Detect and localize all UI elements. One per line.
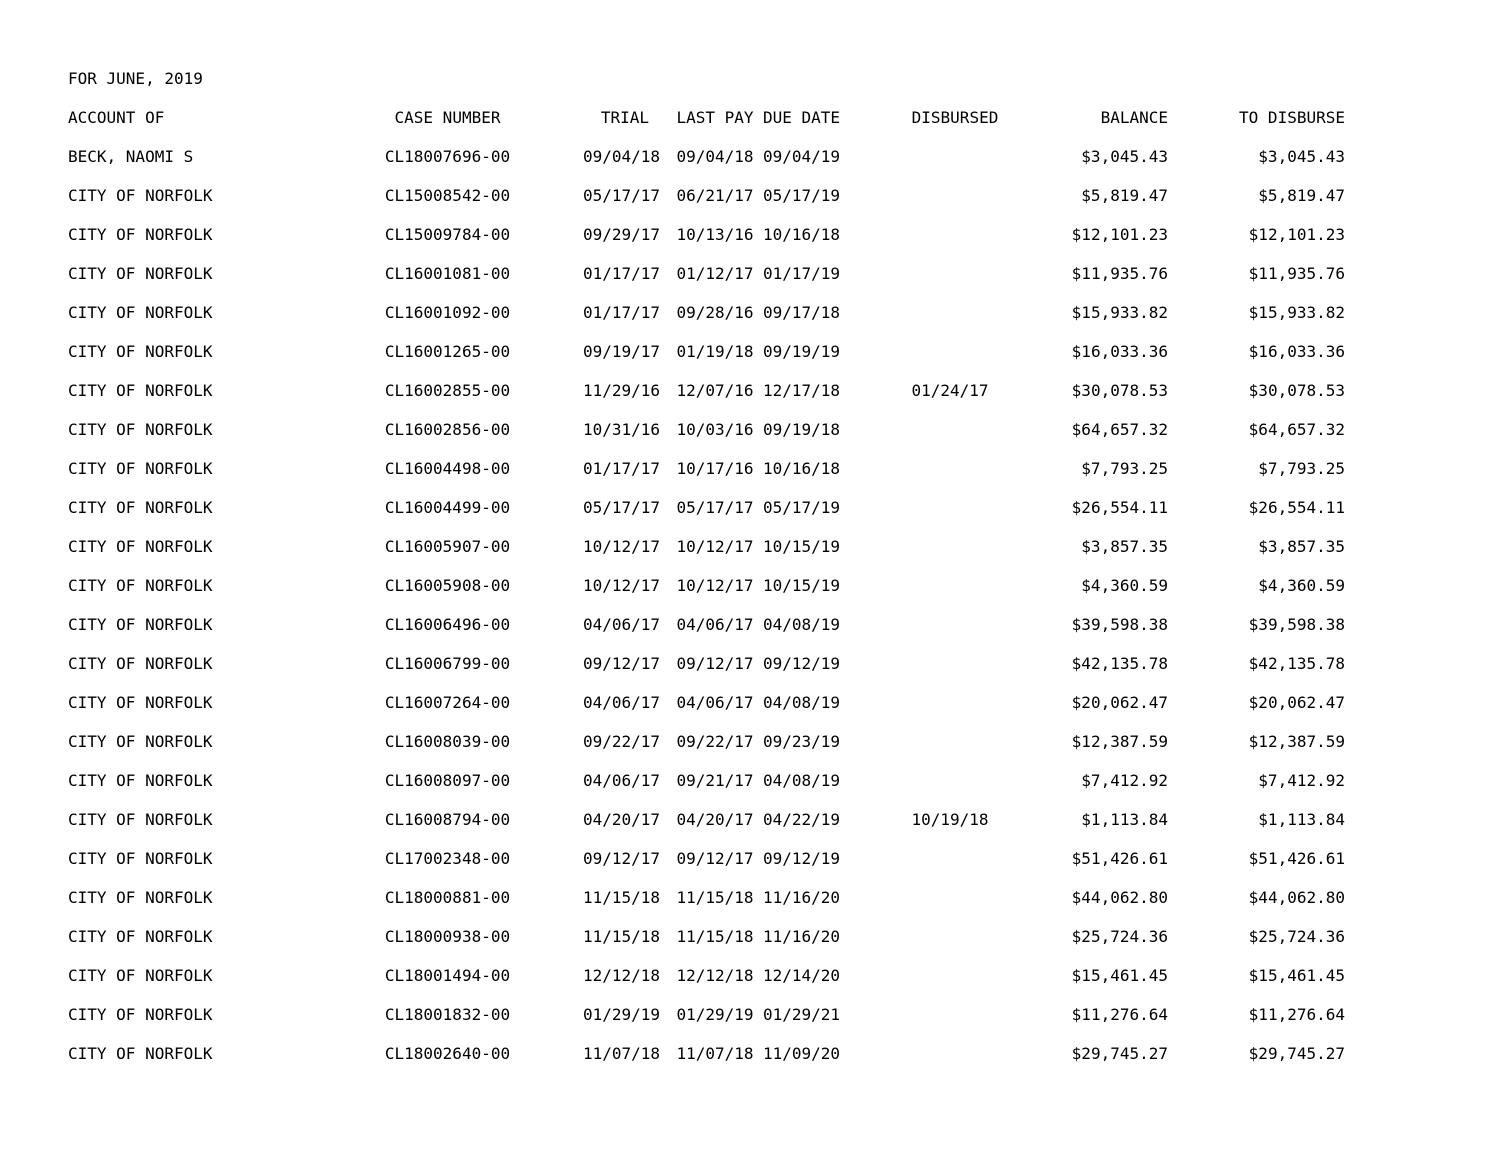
cell-due-date: 10/16/18 — [763, 225, 841, 244]
cell-to-disburse: $12,387.59 — [1248, 732, 1345, 751]
cell-case-number: CL16008039-00 — [384, 732, 511, 751]
cell-due-date: 12/17/18 — [763, 381, 841, 400]
cell-last-pay-date: 12/07/16 — [676, 381, 754, 400]
cell-case-number: CL18001494-00 — [384, 966, 511, 985]
cell-case-number: CL18007696-00 — [384, 147, 511, 166]
cell-last-pay-date: 09/22/17 — [676, 732, 754, 751]
cell-balance: $51,426.61 — [1071, 849, 1168, 868]
cell-to-disburse: $3,045.43 — [1258, 147, 1345, 166]
table-row — [0, 1043, 1496, 1065]
cell-account-of: CITY OF NORFOLK — [68, 225, 213, 244]
cell-last-pay-date: 11/15/18 — [676, 927, 754, 946]
cell-trial-date: 11/15/18 — [582, 888, 660, 907]
cell-to-disburse: $11,276.64 — [1248, 1005, 1345, 1024]
cell-trial-date: 04/06/17 — [582, 615, 660, 634]
table-row — [0, 926, 1496, 948]
cell-trial-date: 09/04/18 — [582, 147, 660, 166]
cell-last-pay-date: 01/12/17 — [676, 264, 754, 283]
cell-balance: $7,412.92 — [1081, 771, 1168, 790]
cell-balance: $16,033.36 — [1071, 342, 1168, 361]
cell-case-number: CL18000881-00 — [384, 888, 511, 907]
cell-balance: $1,113.84 — [1081, 810, 1168, 829]
cell-trial-date: 09/29/17 — [582, 225, 660, 244]
cell-to-disburse: $15,933.82 — [1248, 303, 1345, 322]
table-row — [0, 302, 1496, 324]
cell-trial-date: 04/06/17 — [582, 771, 660, 790]
cell-account-of: CITY OF NORFOLK — [68, 186, 213, 205]
cell-last-pay-date: 06/21/17 — [676, 186, 754, 205]
cell-due-date: 04/08/19 — [763, 615, 841, 634]
cell-balance: $4,360.59 — [1081, 576, 1168, 595]
cell-to-disburse: $30,078.53 — [1248, 381, 1345, 400]
cell-balance: $20,062.47 — [1071, 693, 1168, 712]
cell-last-pay-date: 09/12/17 — [676, 849, 754, 868]
cell-last-pay-date: 10/12/17 — [676, 576, 754, 595]
table-row — [0, 341, 1496, 363]
cell-to-disburse: $7,793.25 — [1258, 459, 1345, 478]
cell-due-date: 04/08/19 — [763, 771, 841, 790]
cell-account-of: CITY OF NORFOLK — [68, 1005, 213, 1024]
cell-case-number: CL16008097-00 — [384, 771, 511, 790]
cell-balance: $26,554.11 — [1071, 498, 1168, 517]
cell-to-disburse: $15,461.45 — [1248, 966, 1345, 985]
cell-last-pay-date: 12/12/18 — [676, 966, 754, 985]
cell-last-pay-date: 05/17/17 — [676, 498, 754, 517]
cell-to-disburse: $20,062.47 — [1248, 693, 1345, 712]
cell-last-pay-date: 04/06/17 — [676, 615, 754, 634]
cell-trial-date: 12/12/18 — [582, 966, 660, 985]
cell-balance: $44,062.80 — [1071, 888, 1168, 907]
cell-account-of: CITY OF NORFOLK — [68, 849, 213, 868]
cell-trial-date: 10/31/16 — [582, 420, 660, 439]
cell-due-date: 10/15/19 — [763, 576, 841, 595]
cell-account-of: CITY OF NORFOLK — [68, 771, 213, 790]
cell-balance: $15,933.82 — [1071, 303, 1168, 322]
cell-to-disburse: $25,724.36 — [1248, 927, 1345, 946]
cell-balance: $25,724.36 — [1071, 927, 1168, 946]
cell-account-of: CITY OF NORFOLK — [68, 615, 213, 634]
cell-to-disburse: $51,426.61 — [1248, 849, 1345, 868]
cell-account-of: CITY OF NORFOLK — [68, 303, 213, 322]
cell-account-of: CITY OF NORFOLK — [68, 693, 213, 712]
cell-account-of: CITY OF NORFOLK — [68, 654, 213, 673]
cell-case-number: CL16004499-00 — [384, 498, 511, 517]
cell-account-of: CITY OF NORFOLK — [68, 342, 213, 361]
header-account-of: ACCOUNT OF — [68, 108, 165, 127]
cell-last-pay-date: 10/03/16 — [676, 420, 754, 439]
cell-trial-date: 04/06/17 — [582, 693, 660, 712]
cell-to-disburse: $44,062.80 — [1248, 888, 1345, 907]
cell-account-of: CITY OF NORFOLK — [68, 888, 213, 907]
cell-last-pay-date: 09/12/17 — [676, 654, 754, 673]
cell-due-date: 11/16/20 — [763, 927, 841, 946]
cell-account-of: CITY OF NORFOLK — [68, 498, 213, 517]
cell-to-disburse: $39,598.38 — [1248, 615, 1345, 634]
cell-last-pay-date: 11/07/18 — [676, 1044, 754, 1063]
cell-trial-date: 10/12/17 — [582, 537, 660, 556]
cell-due-date: 10/16/18 — [763, 459, 841, 478]
table-row — [0, 614, 1496, 636]
cell-case-number: CL18000938-00 — [384, 927, 511, 946]
cell-trial-date: 04/20/17 — [582, 810, 660, 829]
cell-to-disburse: $11,935.76 — [1248, 264, 1345, 283]
table-row — [0, 497, 1496, 519]
cell-due-date: 04/22/19 — [763, 810, 841, 829]
header-disbursed: DISBURSED — [911, 108, 999, 127]
cell-due-date: 11/16/20 — [763, 888, 841, 907]
cell-account-of: CITY OF NORFOLK — [68, 420, 213, 439]
table-row — [0, 770, 1496, 792]
header-case-number: CASE NUMBER — [394, 108, 501, 127]
cell-balance: $3,045.43 — [1081, 147, 1168, 166]
cell-account-of: CITY OF NORFOLK — [68, 459, 213, 478]
cell-case-number: CL16001081-00 — [384, 264, 511, 283]
cell-account-of: CITY OF NORFOLK — [68, 576, 213, 595]
cell-balance: $29,745.27 — [1071, 1044, 1168, 1063]
cell-account-of: CITY OF NORFOLK — [68, 732, 213, 751]
cell-account-of: CITY OF NORFOLK — [68, 381, 213, 400]
cell-account-of: CITY OF NORFOLK — [68, 1044, 213, 1063]
cell-trial-date: 01/29/19 — [582, 1005, 660, 1024]
cell-to-disburse: $16,033.36 — [1248, 342, 1345, 361]
header-due-date: DUE DATE — [763, 108, 841, 127]
cell-case-number: CL16006496-00 — [384, 615, 511, 634]
cell-to-disburse: $7,412.92 — [1258, 771, 1345, 790]
cell-due-date: 05/17/19 — [763, 186, 841, 205]
cell-balance: $30,078.53 — [1071, 381, 1168, 400]
table-row — [0, 809, 1496, 831]
cell-to-disburse: $42,135.78 — [1248, 654, 1345, 673]
cell-case-number: CL16006799-00 — [384, 654, 511, 673]
table-row — [0, 224, 1496, 246]
cell-account-of: CITY OF NORFOLK — [68, 966, 213, 985]
cell-trial-date: 01/17/17 — [582, 459, 660, 478]
cell-trial-date: 10/12/17 — [582, 576, 660, 595]
cell-balance: $7,793.25 — [1081, 459, 1168, 478]
table-row — [0, 380, 1496, 402]
cell-balance: $39,598.38 — [1071, 615, 1168, 634]
cell-due-date: 10/15/19 — [763, 537, 841, 556]
cell-trial-date: 09/12/17 — [582, 654, 660, 673]
cell-due-date: 09/04/19 — [763, 147, 841, 166]
table-row — [0, 731, 1496, 753]
table-row — [0, 185, 1496, 207]
cell-last-pay-date: 04/06/17 — [676, 693, 754, 712]
cell-case-number: CL16001265-00 — [384, 342, 511, 361]
cell-due-date: 04/08/19 — [763, 693, 841, 712]
cell-case-number: CL15009784-00 — [384, 225, 511, 244]
cell-balance: $42,135.78 — [1071, 654, 1168, 673]
cell-due-date: 12/14/20 — [763, 966, 841, 985]
cell-disbursed-date: 10/19/18 — [911, 810, 989, 829]
header-trial: TRIAL — [600, 108, 649, 127]
cell-case-number: CL17002348-00 — [384, 849, 511, 868]
cell-case-number: CL16002855-00 — [384, 381, 511, 400]
cell-trial-date: 05/17/17 — [582, 498, 660, 517]
cell-case-number: CL18002640-00 — [384, 1044, 511, 1063]
cell-last-pay-date: 09/28/16 — [676, 303, 754, 322]
table-row — [0, 575, 1496, 597]
cell-to-disburse: $64,657.32 — [1248, 420, 1345, 439]
table-row — [0, 848, 1496, 870]
cell-due-date: 09/23/19 — [763, 732, 841, 751]
cell-trial-date: 05/17/17 — [582, 186, 660, 205]
table-row — [0, 458, 1496, 480]
cell-last-pay-date: 10/17/16 — [676, 459, 754, 478]
cell-trial-date: 11/29/16 — [582, 381, 660, 400]
table-row — [0, 146, 1496, 168]
cell-disbursed-date: 01/24/17 — [911, 381, 989, 400]
cell-last-pay-date: 09/04/18 — [676, 147, 754, 166]
cell-due-date: 09/17/18 — [763, 303, 841, 322]
cell-balance: $5,819.47 — [1081, 186, 1168, 205]
cell-trial-date: 01/17/17 — [582, 303, 660, 322]
cell-balance: $12,101.23 — [1071, 225, 1168, 244]
header-last-pay: LAST PAY — [676, 108, 754, 127]
cell-last-pay-date: 10/13/16 — [676, 225, 754, 244]
cell-balance: $12,387.59 — [1071, 732, 1168, 751]
cell-trial-date: 01/17/17 — [582, 264, 660, 283]
cell-trial-date: 11/15/18 — [582, 927, 660, 946]
cell-trial-date: 09/19/17 — [582, 342, 660, 361]
cell-balance: $3,857.35 — [1081, 537, 1168, 556]
table-header-row — [0, 107, 1496, 129]
report-period: FOR JUNE, 2019 — [68, 69, 203, 88]
cell-last-pay-date: 04/20/17 — [676, 810, 754, 829]
cell-due-date: 09/19/19 — [763, 342, 841, 361]
cell-case-number: CL15008542-00 — [384, 186, 511, 205]
cell-due-date: 01/17/19 — [763, 264, 841, 283]
cell-last-pay-date: 11/15/18 — [676, 888, 754, 907]
table-row — [0, 965, 1496, 987]
table-row — [0, 887, 1496, 909]
cell-trial-date: 09/12/17 — [582, 849, 660, 868]
cell-due-date: 09/12/19 — [763, 849, 841, 868]
cell-account-of: CITY OF NORFOLK — [68, 537, 213, 556]
cell-to-disburse: $26,554.11 — [1248, 498, 1345, 517]
cell-account-of: CITY OF NORFOLK — [68, 927, 213, 946]
cell-balance: $15,461.45 — [1071, 966, 1168, 985]
cell-to-disburse: $4,360.59 — [1258, 576, 1345, 595]
cell-balance: $64,657.32 — [1071, 420, 1168, 439]
cell-last-pay-date: 10/12/17 — [676, 537, 754, 556]
cell-to-disburse: $5,819.47 — [1258, 186, 1345, 205]
table-row — [0, 263, 1496, 285]
cell-to-disburse: $3,857.35 — [1258, 537, 1345, 556]
cell-due-date: 01/29/21 — [763, 1005, 841, 1024]
cell-to-disburse: $12,101.23 — [1248, 225, 1345, 244]
cell-trial-date: 09/22/17 — [582, 732, 660, 751]
cell-due-date: 09/19/18 — [763, 420, 841, 439]
cell-account-of: CITY OF NORFOLK — [68, 264, 213, 283]
cell-balance: $11,935.76 — [1071, 264, 1168, 283]
cell-last-pay-date: 09/21/17 — [676, 771, 754, 790]
cell-case-number: CL16008794-00 — [384, 810, 511, 829]
cell-case-number: CL16004498-00 — [384, 459, 511, 478]
cell-case-number: CL16005907-00 — [384, 537, 511, 556]
cell-case-number: CL16001092-00 — [384, 303, 511, 322]
table-row — [0, 653, 1496, 675]
table-row — [0, 692, 1496, 714]
table-row — [0, 419, 1496, 441]
table-row — [0, 1004, 1496, 1026]
header-to-disburse: TO DISBURSE — [1239, 108, 1345, 127]
cell-case-number: CL16002856-00 — [384, 420, 511, 439]
cell-last-pay-date: 01/29/19 — [676, 1005, 754, 1024]
cell-trial-date: 11/07/18 — [582, 1044, 660, 1063]
cell-due-date: 05/17/19 — [763, 498, 841, 517]
cell-last-pay-date: 01/19/18 — [676, 342, 754, 361]
cell-due-date: 11/09/20 — [763, 1044, 841, 1063]
cell-account-of: BECK, NAOMI S — [68, 147, 194, 166]
cell-case-number: CL16005908-00 — [384, 576, 511, 595]
cell-to-disburse: $1,113.84 — [1258, 810, 1345, 829]
header-balance: BALANCE — [1100, 108, 1168, 127]
cell-case-number: CL18001832-00 — [384, 1005, 511, 1024]
cell-balance: $11,276.64 — [1071, 1005, 1168, 1024]
cell-due-date: 09/12/19 — [763, 654, 841, 673]
table-row — [0, 536, 1496, 558]
cell-case-number: CL16007264-00 — [384, 693, 511, 712]
cell-account-of: CITY OF NORFOLK — [68, 810, 213, 829]
cell-to-disburse: $29,745.27 — [1248, 1044, 1345, 1063]
